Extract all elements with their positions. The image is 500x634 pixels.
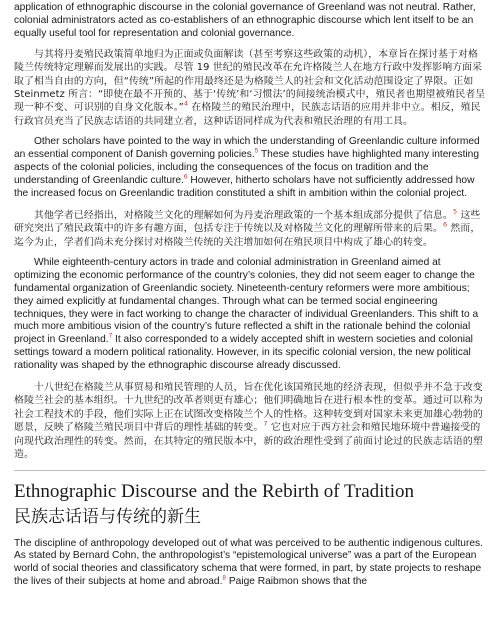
paragraph-2-en: [14, 136, 486, 201]
footnote-marker[interactable]: 5: [254, 147, 259, 155]
paragraph-text: The discipline of anthropology developed out of what was perceived to be authentic indigenous cultures. As stated by Bernard Cohn, the anthropologist’s “epistemological universe” was a part of the European world of social theories and classificatory schema that were formed, in part, by state projects to reshape the lives of their subjects at home and abroad.: [14, 537, 483, 588]
footnote-marker[interactable]: 5: [452, 207, 458, 216]
footnote-marker[interactable]: 7: [263, 419, 268, 428]
footnote-marker[interactable]: 4: [183, 100, 189, 109]
paragraph-1-zh: [14, 48, 486, 128]
paragraph-text: It also corresponded to a widely accepted shift in western societies and colonial settings toward a modern political rationality. However, in its specific colonial version, the new political rationality was shaped by the ethnographic discourse already discussed.: [14, 334, 473, 372]
footnote-marker[interactable]: 8: [222, 574, 227, 582]
paragraph-text: Other scholars have pointed to the way in which the understanding of Greenlandic culture informed an essential component of Danish governing policies.: [14, 136, 480, 161]
paragraph-text: 其他学者已经指出，对格陵兰文化的理解如何为丹麦治理政策的一个基本组成部分提供了信息。: [34, 209, 453, 221]
paragraph-text: Paige Raibmon shows that the: [226, 576, 368, 588]
paragraph-text: 然而，迄今为止，学者们尚未充分探讨对格陵兰传统的关注增加如何在殖民项目中构成了雄心的转变。: [14, 223, 481, 248]
paragraph-1-en: [14, 2, 486, 41]
section-title-en: Ethnographic Discourse and the Rebirth of Tradition: [14, 480, 414, 502]
paragraph-4-en: [14, 538, 486, 590]
section-divider: [14, 470, 486, 471]
paragraph-text: However, hitherto scholars have not sufficiently addressed how the increased focus on Greenlandic tradition constituted a shift in ambition within the colonial project.: [14, 174, 475, 199]
footnote-marker[interactable]: 7: [108, 332, 113, 340]
footnote-marker[interactable]: 6: [442, 220, 448, 229]
paragraph-text: 十八世纪在格陵兰从事贸易和殖民管理的人员，旨在优化该国殖民地的经济表现，但似乎并不急于改变格陵兰社会的基本组织。十九世纪的改革者则更有雄心；他们明确地旨在进行根本性的变革。通过可以称为社会工程技术的手段，他们实际上正在试图改变格陵兰个人的性格。这种转变到对国家未来更加雄心勃勃的愿景，反映了格陵兰殖民项目中背后的理性基础的转变。: [14, 382, 483, 434]
footnote-marker[interactable]: 6: [183, 173, 188, 181]
paragraph-3-zh: [14, 381, 486, 461]
paragraph-3-en: [14, 257, 486, 373]
paragraph-text: While eighteenth-century actors in trade and colonial administration in Greenland aimed at optimizing the economic performance of the country’s colonies, they did not seem eager to change the fundamental organization of Greenlandic society. Nineteenth-century reformers were more ambitious; they aimed explicitly at fundamental changes. Through what can be termed social engineering techniques, they were in fact working to change the character of individual Greenlanders. This shift to a much more ambitious vision of the country’s future reflected a shift in the rationale behind the colonial project in Greenland.: [14, 256, 479, 346]
paragraph-text: 这些研究突出了殖民政策中的许多有趣方面，包括专注于传统以及对格陵兰文化的理解所带来的后果。: [14, 209, 481, 235]
paragraph-text: These studies have highlighted many interesting aspects of the colonial policies, including the consequences of the focus on tradition and the understanding of Greenlandic culture.: [14, 149, 479, 186]
paragraph-text: 它也对应于西方社会和殖民地环境中普遍接受的向现代政治理性的转变。然而，在其特定的殖民版本中，新的政治理性受到了前面讨论过的民族志话语的塑造。: [14, 422, 483, 461]
paragraph-text: 在格陵兰的殖民治理中，民族志话语的应用并非中立。相反，殖民行政官员充当了民族志话语的共同建立者，这种话语同样成为代表和殖民治理的有用工具。: [14, 102, 481, 127]
paragraph-2-zh: [14, 209, 486, 249]
paragraph-text: application of ethnographic discourse in the colonial governance of Greenland was not neutral. Rather, colonial administrators acted as co-establishers of an ethnographic discourse which lent itself to be an equally useful tool for representation and colonial governance.: [14, 2, 476, 39]
paragraph-text: 与其将丹麦殖民政策简单地归为正面或负面解读（甚至考察这些政策的动机），本章旨在探讨基于对格陵兰传统特定理解而发展出的实践。尽管 19 世纪的殖民改革在允许格陵兰人在地方行政中发挥影响方面采取了相当自由的方向，但“传统”所起的作用最终还是为格陵兰人的社会和文化活动范围设定了界限。正如 Steinmetz 所言：“即使在最不开预的、基于‘传统’和‘习惯法’的间接统治模式中，殖民者也期望被殖民者呈现一种不变、可识别的自身文化版本。”: [14, 48, 486, 114]
section-title-zh: 民族志话语与传统的新生: [14, 506, 201, 527]
